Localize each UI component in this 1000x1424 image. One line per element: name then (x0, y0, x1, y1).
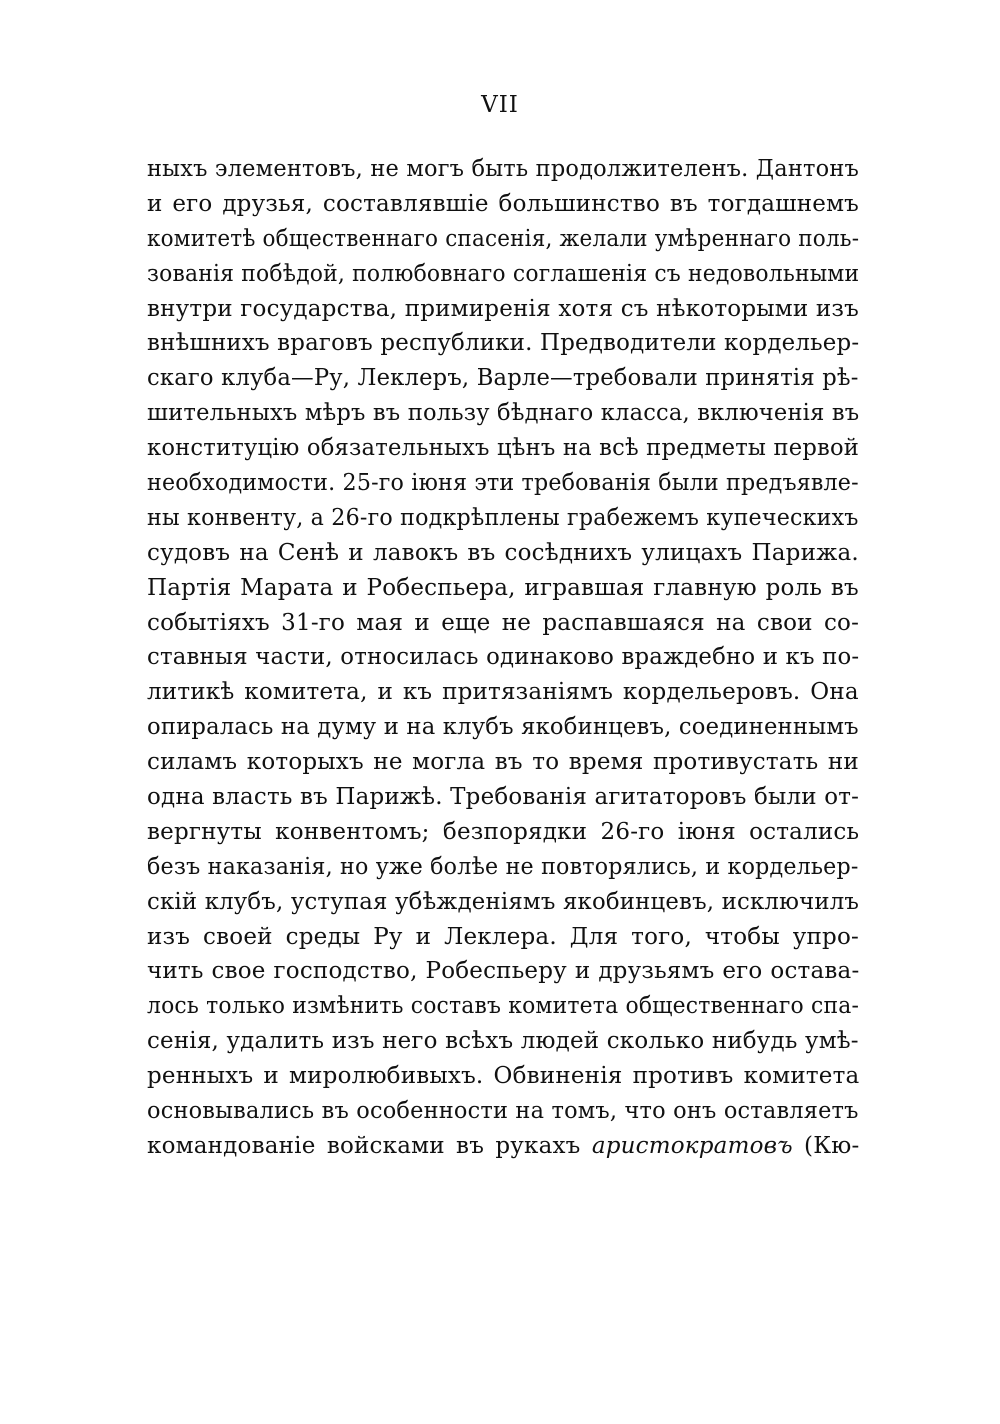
body-text (147, 152, 859, 1164)
text-line: скаго клуба—Ру, Леклеръ, Варле—требовали принятія рѣ- (147, 365, 859, 392)
italic-emphasis: аристократовъ (591, 1132, 793, 1159)
text-line: вергнуты конвентомъ; безпорядки 26-го іюня остались (147, 818, 860, 845)
text-line: сенія, удалить изъ него всѣхъ людей сколько нибудь умѣ- (147, 1028, 859, 1055)
text-line: чить свое господство, Робеспьеру и друзьямъ его остава- (147, 958, 860, 985)
text-line: ныхъ элементовъ, не могъ быть продолжителенъ. Дантонъ (147, 156, 859, 182)
text-line: внѣшнихъ враговъ республики. Предводители кордельер- (147, 330, 860, 357)
text-line: зованія побѣдой, полюбовнаго соглашенія съ недовольными (147, 260, 860, 287)
text-line: основывались въ особенности на томъ, что онъ оставляетъ (147, 1098, 859, 1125)
text-line: Партія Марата и Робеспьера, игравшая главную роль въ (147, 574, 859, 601)
text-line: ставныя части, относилась одинаково враждебно и къ по- (147, 644, 860, 671)
text-line: событіяхъ 31-го мая и еще не распавшаяся на свои со- (147, 609, 860, 636)
text-line: внутри государства, примиренія хотя съ нѣкоторыми изъ (147, 295, 859, 322)
text-line-last (147, 1129, 859, 1164)
last-line-start: командованіе войсками въ рукахъ (147, 1132, 592, 1159)
text-line: судовъ на Сенѣ и лавокъ въ сосѣднихъ улицахъ Парижа. (147, 539, 859, 566)
text-line: конституцію обязательныхъ цѣнъ на всѣ предметы первой (147, 435, 860, 462)
text-line: и его друзья, составлявшіе большинство въ тогдашнемъ (147, 190, 859, 217)
text-line: силамъ которыхъ не могла въ то время противустать ни (147, 749, 859, 776)
last-line-end: (Кю- (792, 1132, 860, 1159)
text-line: необходимости. 25-го іюня эти требованія были предъявле- (147, 470, 859, 497)
text-line: литикѣ комитета, и къ притязаніямъ кордельеровъ. Она (147, 679, 859, 706)
text-line: опиралась на думу и на клубъ якобинцевъ, соединеннымъ (147, 714, 859, 741)
text-line: ны конвенту, а 26-го подкрѣплены грабежемъ купеческихъ (147, 504, 859, 531)
text-line: изъ своей среды Ру и Леклера. Для того, чтобы упро- (147, 923, 859, 950)
text-line: лось только измѣнить составъ комитета общественнаго спа- (147, 993, 860, 1020)
text-line: ренныхъ и миролюбивыхъ. Обвиненія противъ комитета (147, 1063, 860, 1090)
text-line: одна власть въ Парижѣ. Требованія агитаторовъ были от- (147, 784, 860, 811)
text-line: шительныхъ мѣръ въ пользу бѣднаго класса, включенія въ (147, 400, 860, 427)
text-line: комитетѣ общественнаго спасенія, желали умѣреннаго поль- (147, 225, 860, 252)
text-line: безъ наказанія, но уже болѣе не повторялись, и кордельер- (147, 853, 859, 880)
text-line: скій клубъ, уступая убѣжденіямъ якобинцевъ, исключилъ (147, 888, 860, 915)
page-number: VII (481, 92, 519, 118)
